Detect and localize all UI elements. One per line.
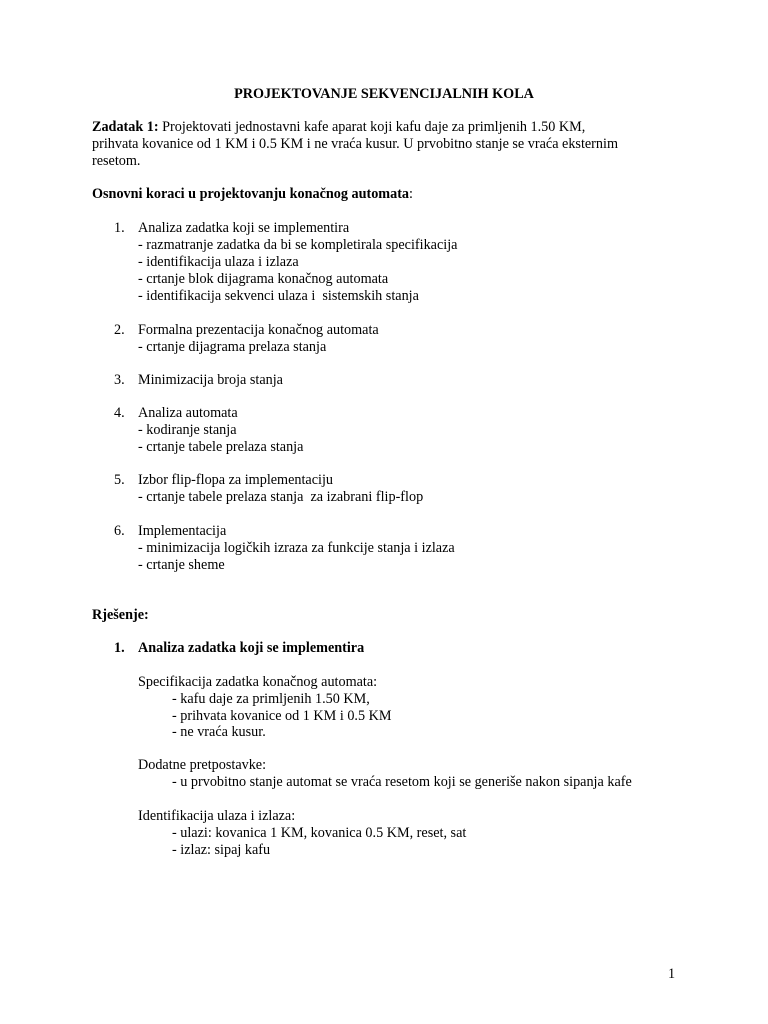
step-sub: - minimizacija logičkih izraza za funkcije stanja i izlaza: [138, 540, 455, 556]
step-sub: - identifikacija sekvenci ulaza i sistemskih stanja: [138, 288, 419, 304]
step-sub: - crtanje sheme: [138, 557, 225, 573]
task-line: prihvata kovanice od 1 KM i 0.5 KM i ne vraća kusur. U prvobitno stanje se vraća eksternim: [92, 136, 618, 152]
step-number: 4.: [114, 405, 125, 421]
spec-item: - prihvata kovanice od 1 KM i 0.5 KM: [172, 708, 392, 724]
step-title: Implementacija: [138, 523, 227, 539]
step-title: Izbor flip-flopa za implementaciju: [138, 472, 333, 488]
step-number: 1.: [114, 220, 125, 236]
step-sub: - razmatranje zadatka da bi se kompletirala specifikacija: [138, 237, 458, 253]
task-paragraph: [92, 119, 672, 170]
step-sub: - crtanje blok dijagrama konačnog automata: [138, 271, 389, 287]
document-title: PROJEKTOVANJE SEKVENCIJALNIH KOLA: [234, 86, 534, 102]
step-number: 6.: [114, 523, 125, 539]
step-number: 5.: [114, 472, 125, 488]
solution-heading: Rješenje:: [92, 607, 149, 623]
step-sub: - identifikacija ulaza i izlaza: [138, 254, 299, 270]
spec-item: - kafu daje za primljenih 1.50 KM,: [172, 691, 370, 707]
step-sub: - crtanje tabele prelaza stanja za izabrani flip-flop: [138, 489, 424, 505]
spec-label: Specifikacija zadatka konačnog automata:: [138, 674, 378, 690]
step-number: 3.: [114, 372, 125, 388]
section-title: Analiza zadatka koji se implementira: [138, 640, 365, 656]
assumptions-label: Dodatne pretpostavke:: [138, 757, 267, 773]
step-number: 2.: [114, 322, 125, 338]
step-sub: - crtanje tabele prelaza stanja: [138, 439, 304, 455]
step-title: Formalna prezentacija konačnog automata: [138, 322, 379, 338]
io-item: - izlaz: sipaj kafu: [172, 842, 271, 858]
step-title: Analiza zadatka koji se implementira: [138, 220, 350, 236]
io-item: - ulazi: kovanica 1 KM, kovanica 0.5 KM, reset, sat: [172, 825, 467, 841]
page-number: 1: [668, 966, 676, 982]
assumptions-item: - u prvobitno stanje automat se vraća resetom koji se generiše nakon sipanja kafe: [172, 774, 632, 790]
steps-heading: Osnovni koraci u projektovanju konačnog automata:: [92, 186, 413, 202]
step-title: Minimizacija broja stanja: [138, 372, 283, 388]
io-label: Identifikacija ulaza i izlaza:: [138, 808, 296, 824]
step-sub: - kodiranje stanja: [138, 422, 237, 438]
task-line: resetom.: [92, 153, 141, 169]
task-line: Projektovati jednostavni kafe aparat koji kafu daje za primljenih 1.50 KM,: [162, 119, 586, 135]
spec-item: - ne vraća kusur.: [172, 724, 266, 740]
section-number: 1.: [114, 640, 125, 656]
step-sub: - crtanje dijagrama prelaza stanja: [138, 339, 327, 355]
task-label: Zadatak 1:: [92, 119, 159, 135]
step-title: Analiza automata: [138, 405, 238, 421]
